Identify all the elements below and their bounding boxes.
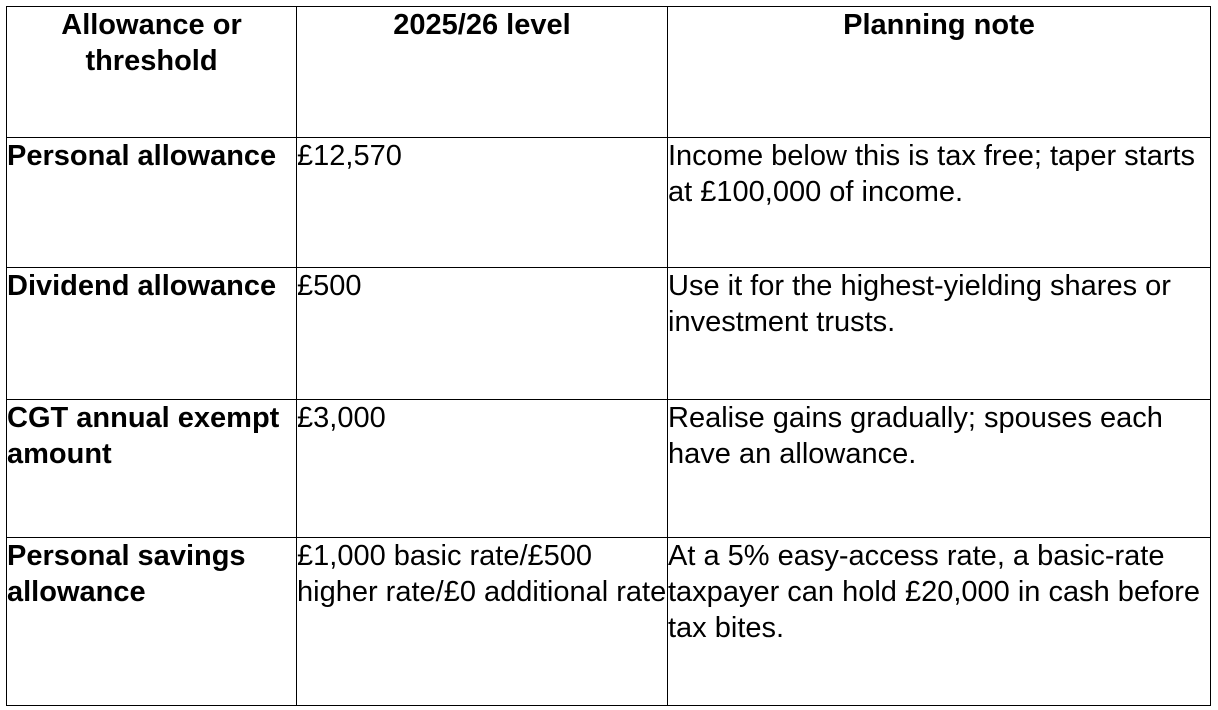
- allowance-cell: CGT annual exempt amount: [7, 400, 297, 538]
- allowance-cell: Dividend allowance: [7, 268, 297, 400]
- header-allowance: Allowance or threshold: [7, 7, 297, 138]
- header-level: 2025/26 level: [297, 7, 668, 138]
- level-cell: £12,570: [297, 138, 668, 268]
- table-row: [7, 538, 1211, 706]
- note-cell: Realise gains gradually; spouses each have an allowance.: [668, 400, 1211, 538]
- allowance-cell: Personal savings allowance: [7, 538, 297, 706]
- allowances-table: [6, 6, 1211, 706]
- note-cell: At a 5% easy-access rate, a basic-rate taxpayer can hold £20,000 in cash before tax bites.: [668, 538, 1211, 706]
- header-planning-note: Planning note: [668, 7, 1211, 138]
- note-cell: Income below this is tax free; taper starts at £100,000 of income.: [668, 138, 1211, 268]
- table-header-row: [7, 7, 1211, 138]
- note-cell: Use it for the highest-yielding shares or investment trusts.: [668, 268, 1211, 400]
- table-row: [7, 400, 1211, 538]
- allowance-cell: Personal allowance: [7, 138, 297, 268]
- level-cell: £500: [297, 268, 668, 400]
- level-cell: £3,000: [297, 400, 668, 538]
- table-row: [7, 268, 1211, 400]
- table-row: [7, 138, 1211, 268]
- level-cell: £1,000 basic rate/£500 higher rate/£0 additional rate: [297, 538, 668, 706]
